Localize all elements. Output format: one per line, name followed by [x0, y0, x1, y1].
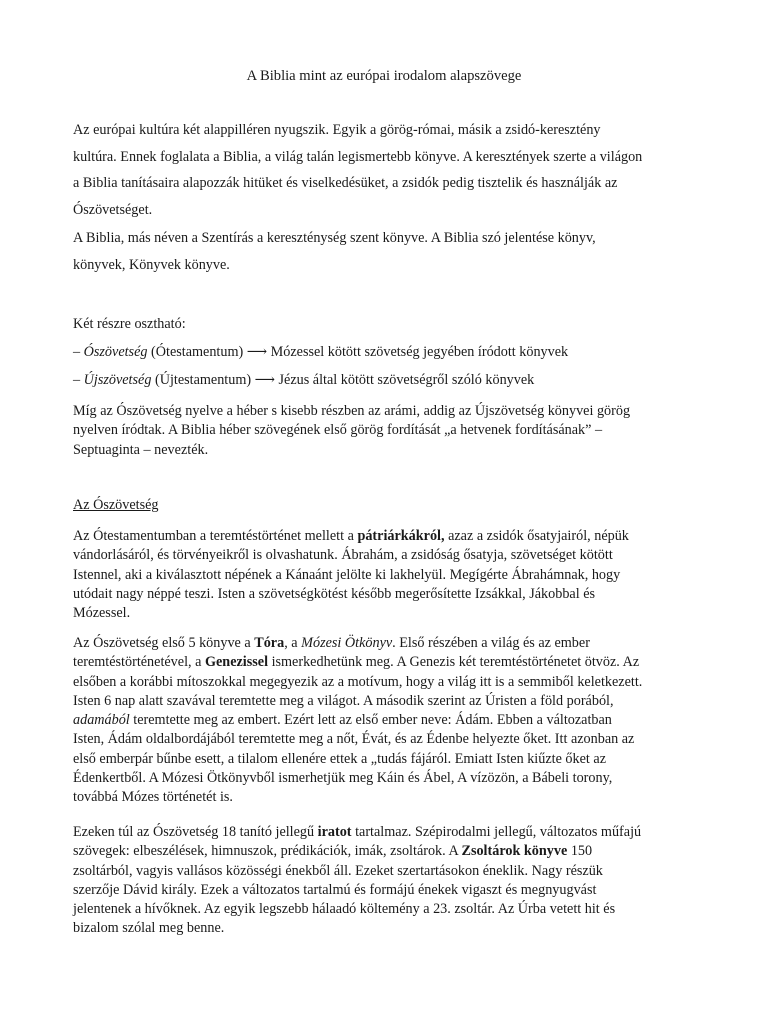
- text-line: Ezeken túl az Ószövetség 18 tanító jellegű iratot tartalmaz. Szépirodalmi jellegű, változatos műfajú: [73, 824, 642, 840]
- text-line: Isten 6 nap alatt szavával teremtette meg a világot. A második szerint az Úristen a föld porából,: [73, 692, 614, 709]
- section-heading: Az Ószövetség: [73, 497, 159, 513]
- text-line: nyelven íródtak. A Biblia héber szövegének első görög fordítását „a hetvenek fordításának” –: [73, 422, 603, 439]
- text-line: jelentenek a hívőknek. Az egyik legszebb hálaadó költemény a 23. zsoltár. Az Úrba vetett hit és: [73, 901, 616, 918]
- text-line: bizalom szólal meg benne.: [73, 920, 225, 937]
- bible-definition-paragraph: [73, 225, 713, 278]
- list-item-new-testament: – Újszövetség (Újtestamentum) ⟶ Jézus által kötött szövetségről szóló könyvek: [73, 372, 535, 388]
- psalms-paragraph: [73, 823, 713, 939]
- text-line: Míg az Ószövetség nyelve a héber s kisebb részben az arámi, addig az Újszövetség könyvei görög: [73, 403, 631, 419]
- text-line: Az Ótestamentumban a teremtéstörténet mellett a pátriárkákról, azaz a zsidók ősatyjairól, népük: [73, 528, 629, 544]
- text-line: utódait nagy néppé teszi. Isten a szövetségkötést később megerősítette Izsákkal, Jákobbal és: [73, 585, 596, 602]
- text-line: szerzője Dávid király. Ezek a változatos tartalmú és formájú énekek vigaszt és megnyugvást: [73, 881, 597, 898]
- division-intro: Két részre osztható:: [73, 316, 186, 332]
- text-line: Septuaginta – nevezték.: [73, 441, 209, 458]
- text-line: szövegek: elbeszélések, himnuszok, prédikációk, imák, zsoltárok. A Zsoltárok könyve 150: [73, 843, 593, 860]
- division-list: [73, 310, 713, 394]
- text-line: Mózessel.: [73, 605, 131, 622]
- text-line: első emberpár bűnbe esett, a tilalom ellenére ettek a „tudás fájáról. Emiatt Isten kiűzte őket az: [73, 750, 606, 767]
- text-line: vándorlásáról, és törvényeikről is olvashatunk. Ábrahám, a zsidóság ősatyja, szövetséget kötött: [73, 547, 613, 564]
- text-line: Az európai kultúra két alappilléren nyugszik. Egyik a görög-római, másik a zsidó-keresztény: [73, 122, 601, 138]
- text-line: Istennel, aki a kiválasztott népének a Kánaánt jelölte ki lakhelyül. Megígérte Ábrahámnak, hogy: [73, 566, 621, 583]
- text-line: zsoltárból, vagyis vallásos közösségi énekből áll. Ezeket szertartásokon éneklik. Nagy részük: [73, 862, 603, 879]
- text-line: Isten, Ádám oldalbordájából teremtette meg a nőt, Évát, és az Édenbe helyezte őket. Itt azonban az: [73, 731, 635, 748]
- patriarchs-paragraph: [73, 527, 713, 623]
- text-line: A Biblia, más néven a Szentírás a kereszténység szent könyve. A Biblia szó jelentése könyv,: [73, 230, 596, 246]
- old-testament-term: Ószövetség: [83, 344, 148, 360]
- text-line: Az Ószövetség első 5 könyve a Tóra, a Mózesi Ötkönyv. Első részében a világ és az ember: [73, 635, 590, 651]
- list-item-old-testament: – Ószövetség (Ótestamentum) ⟶ Mózessel kötött szövetség jegyében íródott könyvek: [73, 344, 569, 360]
- text-line: adamából teremtette meg az embert. Ezért lett az első ember neve: Ádám. Ebben a változatban: [73, 712, 612, 729]
- text-line: továbbá Mózes történetét is.: [73, 789, 233, 806]
- text-line: kultúra. Ennek foglalata a Biblia, a világ talán legismertebb könyve. A keresztények szerte a világon: [73, 148, 643, 165]
- text-line: teremtéstörténetével, a Genezissel ismerkedhetünk meg. A Genezis két teremtéstörténetet ötvöz. Az: [73, 654, 640, 671]
- text-line: Ószövetséget.: [73, 201, 153, 218]
- text-line: a Biblia tanításaira alapozzák hitüket és viselkedésüket, a zsidók pedig tisztelik és használják az: [73, 175, 618, 191]
- intro-paragraph: [73, 117, 713, 223]
- text-line: elsőben a korábbi mítoszokkal megegyezik az a motívum, hogy a világ itt is a semmiből keletkezett.: [73, 673, 643, 690]
- languages-paragraph: [73, 402, 713, 460]
- torah-paragraph: [73, 634, 713, 808]
- text-line: könyvek, Könyvek könyve.: [73, 256, 230, 273]
- text-line: Édenkertből. A Mózesi Ötkönyvből ismerhetjük meg Káin és Ábel, A vízözön, a Bábeli torony,: [73, 770, 613, 787]
- new-testament-term: Újszövetség: [83, 372, 152, 388]
- document-title: A Biblia mint az európai irodalom alapszövege: [246, 68, 522, 84]
